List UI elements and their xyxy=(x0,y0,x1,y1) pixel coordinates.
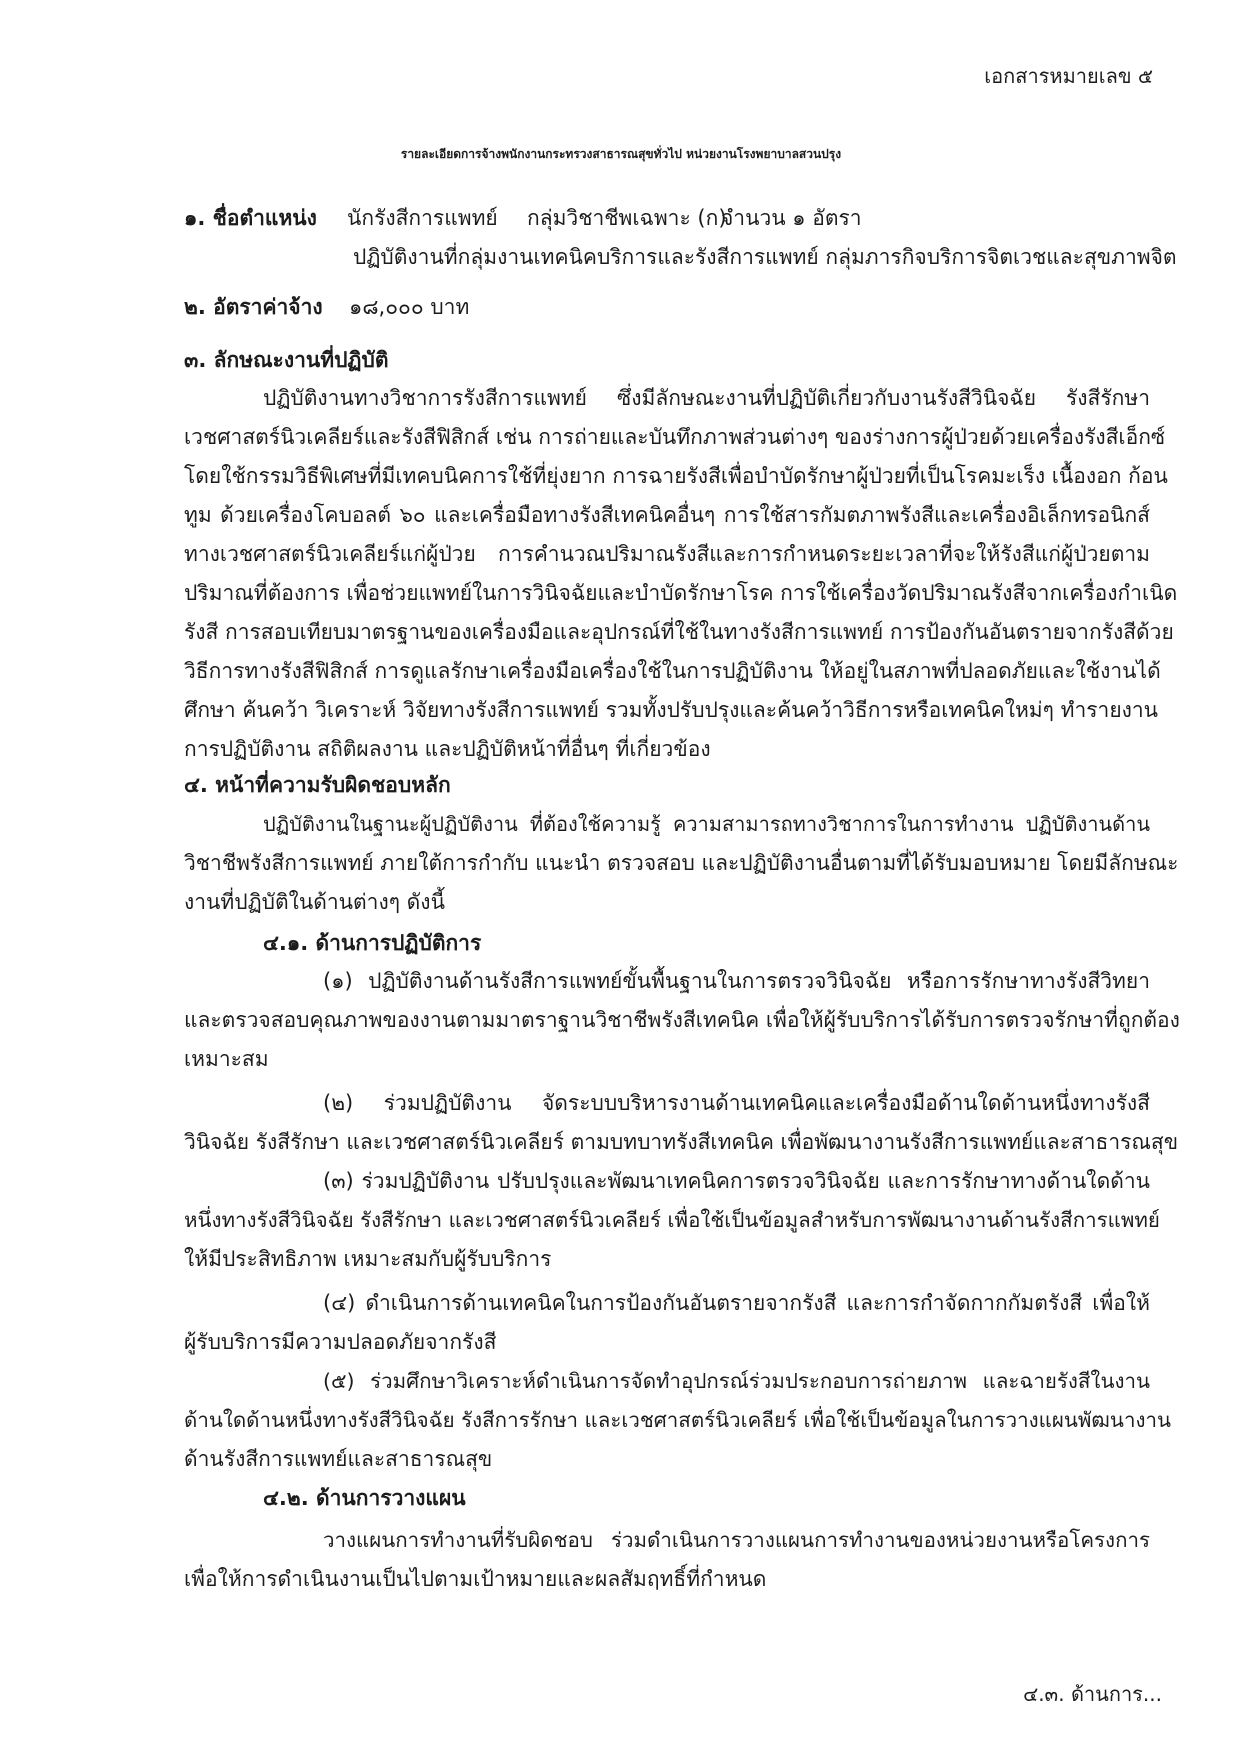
section4-heading: ๔. หน้าที่ความรับผิดชอบหลัก xyxy=(184,773,451,797)
continuation-footer: ๔.๓. ด้านการ... xyxy=(1023,1682,1162,1706)
section3-line: วิธีการทางรังสีฟิสิกส์ การดูแลรักษาเครื่องมือเครื่องใช้ในการปฏิบัติงาน ให้อยู่ในสภาพที่ปลอดภัยและใช้งานได้ xyxy=(184,659,1161,683)
section4-line: ปฏิบัติงานในฐานะผู้ปฏิบัติงาน ที่ต้องใช้ความรู้ ความสามารถทางวิชาการในการทำงาน ปฏิบัติงานด้าน xyxy=(263,812,1150,836)
section3-line: ปริมาณที่ต้องการ เพื่อช่วยแพทย์ในการวินิจฉัยและบำบัดรักษาโรค การใช้เครื่องวัดปริมาณรังสีจากเครื่องกำเนิด xyxy=(184,581,1178,605)
sub1-item-2-line: วินิจฉัย รังสีรักษา และเวชศาสตร์นิวเคลียร์ ตามบทบาทรังสีเทคนิค เพื่อพัฒนางานรังสีการแพทย์และสาธารณสุข xyxy=(184,1130,1179,1154)
section3-line: ปฏิบัติงานทางวิชาการรังสีการแพทย์ ซึ่งมีลักษณะงานที่ปฏิบัติเกี่ยวกับงานรังสีวินิจฉัย รังสีรักษา xyxy=(263,386,1150,410)
salary-label: ๒. อัตราค่าจ้าง xyxy=(184,295,323,319)
sub1-item-1-line: และตรวจสอบคุณภาพของงานตามมาตราฐานวิชาชีพรังสีเทคนิค เพื่อให้ผู้รับบริการได้รับการตรวจรักษาที่ถูกต้อง xyxy=(184,1008,1180,1032)
section3-line: ทูม ด้วยเครื่องโคบอลต์ ๖๐ และเครื่อมือทางรังสีเทคนิคอื่นๆ การใช้สารกัมตภาพรังสีและเครื่องอิเล็กทรอนิกส์ xyxy=(184,503,1150,527)
sub2-line: วางแผนการทำงานที่รับผิดชอบ ร่วมดำเนินการวางแผนการทำงานของหน่วยงานหรือโครงการ xyxy=(323,1528,1150,1552)
section4-line: งานที่ปฏิบัติในด้านต่างๆ ดังนี้ xyxy=(184,890,445,914)
sub1-heading: ๔.๑. ด้านการปฏิบัติการ xyxy=(263,931,482,955)
section4-line: วิชาชีพรังสีการแพทย์ ภายใต้การกำกับ แนะนำ ตรวจสอบ และปฏิบัติงานอื่นตามที่ได้รับมอบหมาย โดยมีลักษณะ xyxy=(184,851,1179,875)
sub1-item-4-line: ผู้รับบริการมีความปลอดภัยจากรังสี xyxy=(184,1330,497,1354)
section3-line: รังสี การสอบเทียบมาตรฐานของเครื่องมือและอุปกรณ์ที่ใช้ในทางรังสีการแพทย์ การป้องกันอันตรายจากรังสีด้วย xyxy=(184,620,1174,644)
sub1-item-2-line: (๒) ร่วมปฏิบัติงาน จัดระบบบริหารงานด้านเทคนิคและเครื่องมือด้านใดด้านหนึ่งทางรังสี xyxy=(323,1091,1150,1115)
position-name: นักรังสีการแพทย์ xyxy=(347,206,498,230)
section3-line: เวชศาสตร์นิวเคลียร์และรังสีฟิสิกส์ เช่น การถ่ายและบันทึกภาพส่วนต่างๆ ของร่างการผู้ป่วยด้วยเครื่องรังสีเอ็กซ์ xyxy=(184,425,1166,449)
sub2-heading: ๔.๒. ด้านการวางแผน xyxy=(263,1486,466,1510)
sub1-item-3-line: หนึ่งทางรังสีวินิจฉัย รังสีรักษา และเวชศาสตร์นิวเคลียร์ เพื่อใช้เป็นข้อมูลสำหรับการพัฒนางานด้านรังสีการแพทย์ xyxy=(184,1208,1160,1232)
section3-line: ทางเวชศาสตร์นิวเคลียร์แก่ผู้ป่วย การคำนวณปริมาณรังสีและการกำหนดระยะเวลาที่จะให้รังสีแก่ผู้ป่วยตาม xyxy=(184,542,1150,566)
section3-heading: ๓. ลักษณะงานที่ปฏิบัติ xyxy=(184,348,389,372)
position-label: ๑. ชื่อตำแหน่ง xyxy=(184,206,317,230)
sub1-item-5-line: (๕) ร่วมศึกษาวิเคราะห์ดำเนินการจัดทำอุปกรณ์ร่วมประกอบการถ่ายภาพ และฉายรังสีในงาน xyxy=(323,1369,1150,1393)
sub1-item-5-line: ด้านใดด้านหนึ่งทางรังสีวินิจฉัย รังสีการรักษา และเวชศาสตร์นิวเคลียร์ เพื่อใช้เป็นข้อมูลในการวางแผนพัฒนางาน xyxy=(184,1408,1171,1432)
section3-line: โดยใช้กรรมวิธีพิเศษที่มีเทคบนิคการใช้ที่ยุ่งยาก การฉายรังสีเพื่อบำบัดรักษาผู้ป่วยที่เป็นโรคมะเร็ง เนื้องอก ก้อน xyxy=(184,464,1168,488)
position-quota: จำนวน ๑ อัตรา xyxy=(721,206,862,230)
sub1-item-1-line: (๑) ปฏิบัติงานด้านรังสีการแพทย์ขั้นพื้นฐานในการตรวจวินิจฉัย หรือการรักษาทางรังสีวิทยา xyxy=(323,969,1150,993)
position-workplace: ปฏิบัติงานที่กลุ่มงานเทคนิคบริการและรังสีการแพทย์ กลุ่มภารกิจบริการจิตเวชและสุขภาพจิต xyxy=(353,245,1177,269)
page-title: รายละเอียดการจ้างพนักงานกระทรวงสาธารณสุขทั่วไป หน่วยงานโรงพยาบาลสวนปรุง xyxy=(400,147,842,161)
section3-line: ศึกษา ค้นคว้า วิเคราะห์ วิจัยทางรังสีการแพทย์ รวมทั้งปรับปรุงและค้นคว้าวิธีการหรือเทคนิคใหม่ๆ ทำรายงาน xyxy=(184,698,1159,722)
sub1-item-3-line: (๓) ร่วมปฏิบัติงาน ปรับปรุงและพัฒนาเทคนิคการตรวจวินิจฉัย และการรักษาทางด้านใดด้าน xyxy=(323,1169,1150,1193)
position-group: กลุ่มวิชาชีพเฉพาะ (ก) xyxy=(527,206,727,230)
sub1-item-3-line: ให้มีประสิทธิภาพ เหมาะสมกับผู้รับบริการ xyxy=(184,1247,552,1271)
salary-value: ๑๘,๐๐๐ บาท xyxy=(349,295,470,319)
section3-line: การปฏิบัติงาน สถิติผลงาน และปฏิบัติหน้าที่อื่นๆ ที่เกี่ยวข้อง xyxy=(184,737,711,761)
document-number: เอกสารหมายเลข ๕ xyxy=(984,64,1153,88)
sub1-item-5-line: ด้านรังสีการแพทย์และสาธารณสุข xyxy=(184,1447,493,1471)
sub1-item-4-line: (๔) ดำเนินการด้านเทคนิคในการป้องกันอันตรายจากรังสี และการกำจัดกากกัมตรังสี เพื่อให้ xyxy=(323,1291,1150,1315)
sub1-item-1-line: เหมาะสม xyxy=(184,1047,269,1071)
sub2-line: เพื่อให้การดำเนินงานเป็นไปตามเป้าหมายและผลสัมฤทธิ์ที่กำหนด xyxy=(184,1567,767,1591)
